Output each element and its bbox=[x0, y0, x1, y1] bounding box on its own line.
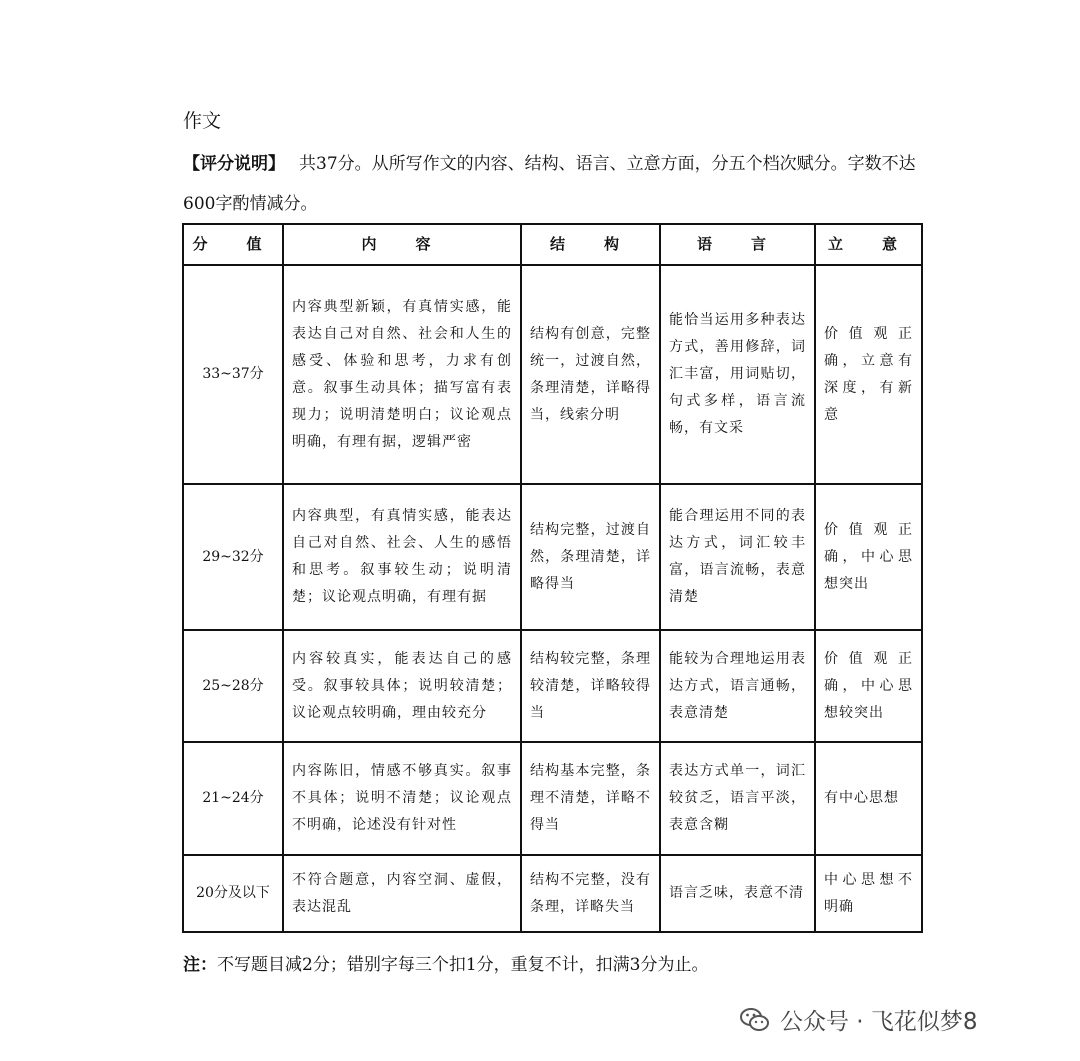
cell-content: 内容较真实，能表达自己的感受。叙事较具体；说明较清楚；议论观点较明确，理由较充分 bbox=[283, 630, 521, 742]
header-language: 语 言 bbox=[660, 224, 815, 265]
cell-language: 能合理运用不同的表达方式，词汇较丰富，语言流畅，表意清楚 bbox=[660, 484, 815, 630]
footnote-text: 不写题目减2分；错别字每三个扣1分，重复不计，扣满3分为止。 bbox=[217, 955, 709, 975]
header-score: 分 值 bbox=[183, 224, 283, 265]
cell-language: 语言乏味，表意不清 bbox=[660, 855, 815, 932]
cell-structure: 结构不完整，没有条理，详略失当 bbox=[521, 855, 660, 932]
cell-score: 21~24分 bbox=[183, 742, 283, 855]
cell-score: 25~28分 bbox=[183, 630, 283, 742]
header-theme: 立 意 bbox=[815, 224, 922, 265]
cell-theme: 价值观正确，中心思想突出 bbox=[815, 484, 922, 630]
cell-score: 29~32分 bbox=[183, 484, 283, 630]
table-row bbox=[183, 855, 922, 932]
cell-content: 内容典型新颖，有真情实感，能表达自己对自然、社会和人生的感受、体验和思考，力求有创意。叙事生动具体；描写富有表现力；说明清楚明白；议论观点明确，有理有据，逻辑严密 bbox=[283, 265, 521, 484]
cell-content: 内容陈旧，情感不够真实。叙事不具体；说明不清楚；议论观点不明确，论述没有针对性 bbox=[283, 742, 521, 855]
table-header-row bbox=[183, 224, 922, 265]
table-row bbox=[183, 742, 922, 855]
cell-structure: 结构完整，过渡自然，条理清楚，详略得当 bbox=[521, 484, 660, 630]
cell-theme: 价值观正确，立意有深度，有新意 bbox=[815, 265, 922, 484]
cell-score: 20分及以下 bbox=[183, 855, 283, 932]
wechat-icon bbox=[740, 1007, 770, 1033]
header-structure: 结 构 bbox=[521, 224, 660, 265]
cell-theme: 有中心思想 bbox=[815, 742, 922, 855]
footnote bbox=[183, 950, 708, 975]
scoring-intro-label: 【评分说明】 bbox=[183, 154, 285, 174]
cell-language: 能较为合理地运用表达方式，语言通畅，表意清楚 bbox=[660, 630, 815, 742]
cell-structure: 结构有创意，完整统一，过渡自然，条理清楚，详略得当，线索分明 bbox=[521, 265, 660, 484]
cell-structure: 结构较完整，条理较清楚，详略较得当 bbox=[521, 630, 660, 742]
cell-structure: 结构基本完整，条理不清楚，详略不得当 bbox=[521, 742, 660, 855]
cell-language: 表达方式单一，词汇较贫乏，语言平淡，表意含糊 bbox=[660, 742, 815, 855]
cell-language: 能恰当运用多种表达方式，善用修辞，词汇丰富，用词贴切，句式多样，语言流畅，有文采 bbox=[660, 265, 815, 484]
scoring-intro-text: 共37分。从所写作文的内容、结构、语言、立意方面，分五个档次赋分。字数不达600字酌情减分。 bbox=[183, 154, 916, 214]
footnote-label: 注： bbox=[183, 955, 217, 975]
table-row bbox=[183, 630, 922, 742]
cell-content: 不符合题意，内容空洞、虚假，表达混乱 bbox=[283, 855, 521, 932]
watermark-text: 公众号 · 飞花似梦8 bbox=[780, 1009, 978, 1035]
cell-score: 33~37分 bbox=[183, 265, 283, 484]
table-row bbox=[183, 265, 922, 484]
watermark bbox=[740, 1003, 978, 1036]
scoring-table bbox=[182, 223, 923, 933]
scoring-intro bbox=[183, 144, 923, 224]
cell-content: 内容典型，有真情实感，能表达自己对自然、社会、人生的感悟和思考。叙事较生动；说明清楚；议论观点明确，有理有据 bbox=[283, 484, 521, 630]
header-content: 内 容 bbox=[283, 224, 521, 265]
cell-theme: 中心思想不明确 bbox=[815, 855, 922, 932]
cell-theme: 价值观正确，中心思想较突出 bbox=[815, 630, 922, 742]
table-row bbox=[183, 484, 922, 630]
essay-title: 作文 bbox=[183, 110, 222, 132]
